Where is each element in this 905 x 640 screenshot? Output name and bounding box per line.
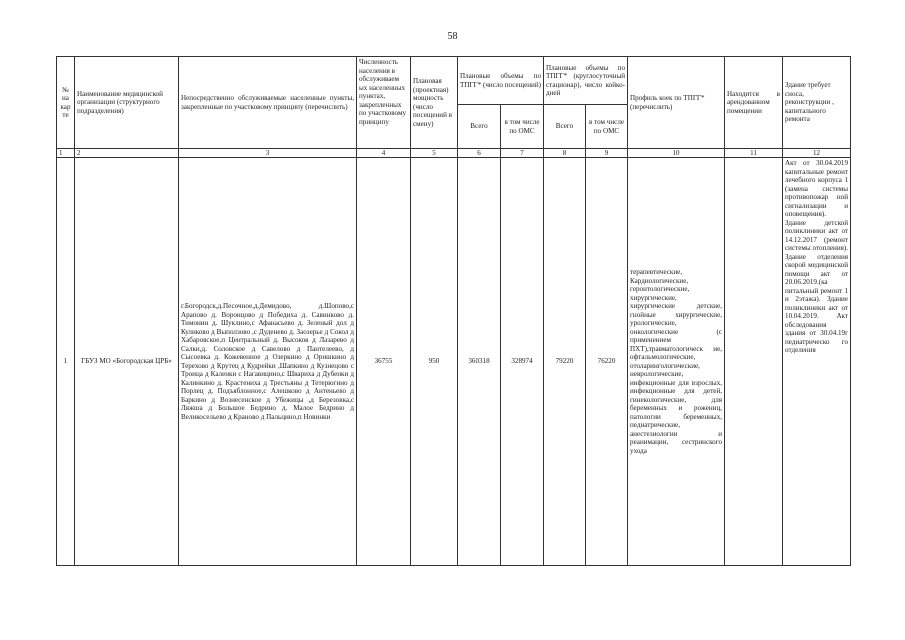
header-beds-total: Всего [544, 105, 586, 149]
row-leased [725, 158, 783, 566]
table-row [57, 158, 851, 566]
col-number: 8 [544, 149, 586, 158]
row-profile: терапевтические, Кардиологические, геронтологические, хирургические, хирургические детские, гнойные хирургические, урологические, онкологические (с применением ПХТ),травматологическ ие, офтальмологические, отоларингологические, неврологические, инфекционные для взрослых, инфекционные для детей, гинекологические, для беременных и рожениц, патологии беременных, педиатрические, анестезиологии и реанимации, сестринского ухода [628, 158, 725, 566]
header-profile: Профиль коек по ТПГГ* (перечислить) [628, 57, 725, 149]
column-numbers-row [57, 149, 851, 158]
col-number: 12 [783, 149, 851, 158]
col-number: 11 [725, 149, 783, 158]
header-visits-oms: в том числе по ОМС [501, 105, 544, 149]
header-beds-oms: в том числе по ОМС [586, 105, 628, 149]
header-org: Наименование медицинской организации (структурного подразделения) [75, 57, 179, 149]
row-population: 36755 [357, 158, 411, 566]
header-visits-total: Всего [458, 105, 501, 149]
header-settlements: Непосредственно обслуживаемые населенные пункты, закрепленные по участковому принципу (перечислить) [179, 57, 357, 149]
col-number: 5 [411, 149, 458, 158]
row-visits-oms: 328974 [501, 158, 544, 566]
col-number: 9 [586, 149, 628, 158]
col-number: 7 [501, 149, 544, 158]
medical-organizations-table [56, 56, 851, 566]
header-row [57, 57, 851, 105]
header-capacity: Плановая (проектная) мощность (число посещений в смену) [411, 57, 458, 149]
col-number: 1 [57, 149, 75, 158]
col-number: 3 [179, 149, 357, 158]
row-visits-total: 360318 [458, 158, 501, 566]
col-number: 6 [458, 149, 501, 158]
col-number: 4 [357, 149, 411, 158]
row-org: ГБУЗ МО «Богородская ЦРБ» [75, 158, 179, 566]
row-settlements: г.Богородск,д.Песочное,д.Демидово, д.Шопово,с Арапово д. Воронцово д Победиха д. Савинково д. Тимонин д. Шуклино,с Афанасьево д. Зеленый дол д Куликово д Выползово ,с Дуденево д. Заозерье д Сокол д Хабаровское,п Центральный д. Высоков д Лазарево д Салки,д. Соловское д Савелово д Пантелеево, д Сысоевка д. Кожевенное д Озеркино д Оришкино д Терехово д Крутец д Кудрейки ,Шапкино д Кузнецово с Троица д Каленки с Нагавицино,с Швариха д Дубенки д Калинкино д. Крастениха д Трестьяны д Тетерюгино д Порлец д. Подъяблонное,с Алешково д Антеньево д Баркино д Вознесенское д Убежицы ,д Березовка,с Ляжша д Большое Бедрино д. Малое Бедрино д Великосельево д Краново д Пальцино,п Новинки [179, 158, 357, 566]
row-building: Акт от 30.04.2019 капитальные ремонт лечебного корпуса 1 (замена системы противопожар ной сигнализации и оповещения). Здание детской поликлиники акт от 14.12.2017 (ремонт системы отопления). Здание отделения скорой медицинской помощи акт от 20.06.2019.(ка питальный ремонт 1 и 2этажа). Здание поликлиники акт от 10.04.2019. Акт обследования здания от 30.04.19г педиатрическо го отделения [783, 158, 851, 566]
row-beds-oms: 76220 [586, 158, 628, 566]
header-tpgg-visits: Плановые объемы по ТПГГ* (число посещений) [458, 57, 544, 105]
row-capacity: 950 [411, 158, 458, 566]
row-beds-total: 79220 [544, 158, 586, 566]
header-leased: Находится в арендованном помещении [725, 57, 783, 149]
header-population: Численность населения в обслуживаем ых населенных пунктах, закрепленных по участковому принципу [357, 57, 411, 149]
header-building: Здание требует сноса, реконструкции , капитального ремонта [783, 57, 851, 149]
col-number: 10 [628, 149, 725, 158]
page-number: 58 [447, 31, 458, 42]
header-num: № на кар те [57, 57, 75, 149]
header-tpgg-beds: Плановые объемы по ТПГГ* (круглосуточный стационар), число койко-дней [544, 57, 628, 105]
col-number: 2 [75, 149, 179, 158]
row-num: 1 [57, 158, 75, 566]
